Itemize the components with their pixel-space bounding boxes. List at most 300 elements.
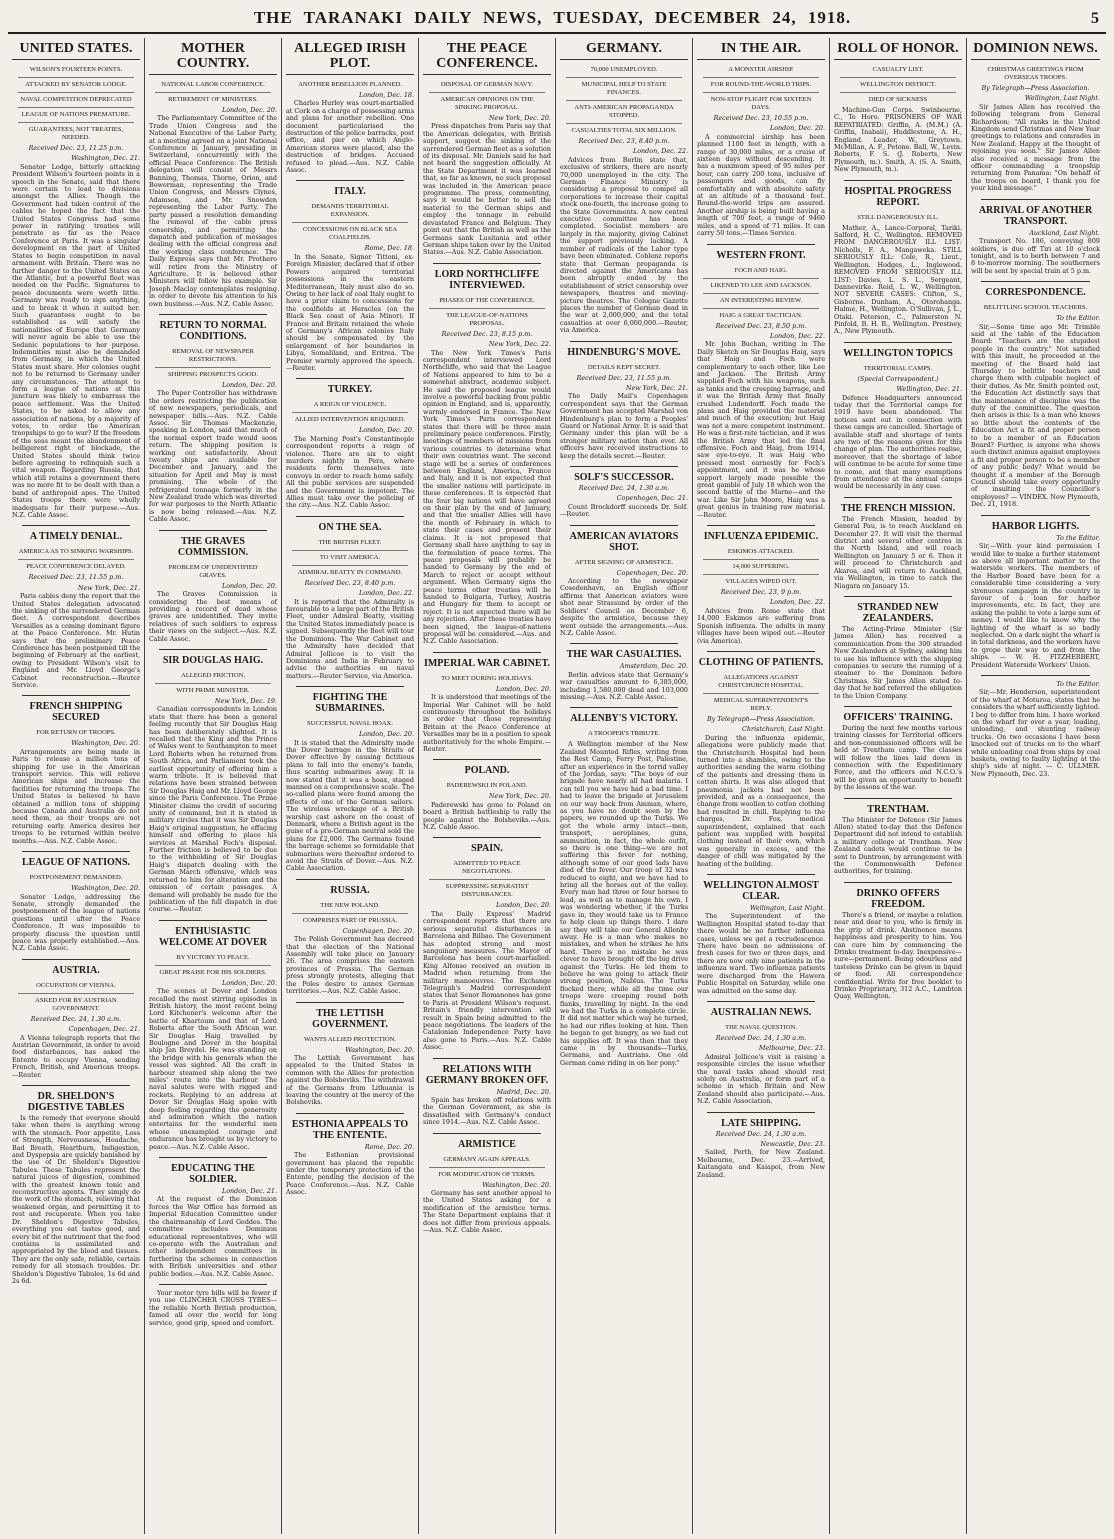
article bbox=[12, 1091, 140, 1285]
article-text: Arrangements are being made in Paris to release a million tons of shipping for use in the American transport service. This will relieve American ships and increase the facilities for returning the troops. The United States is believed to have obtained a million tons of shipping because Canada and Australia do not need them, as their troops are not returning early. America desires her troops to be returned within twelve months.—Aus. N.Z. Cable Assoc. bbox=[12, 747, 140, 845]
article-subheading: CHRISTMAS GREETINGS FROM OVERSEAS TROOPS. bbox=[987, 66, 1084, 81]
article-body bbox=[971, 324, 1100, 509]
article-text: During the next few months various training classes for Territorial officers and non-commissioned officers will be held at Trentham camp. The classes will follow the lines laid down in connection with the Expeditionary Force, and the officers and N.C.O.'s will be given an opportunity to benefit by the lessons of the war. bbox=[834, 723, 962, 792]
article bbox=[834, 602, 962, 700]
article-body bbox=[286, 740, 414, 873]
article-divider bbox=[844, 596, 952, 597]
article-subheading: LEAGUE OF NATIONS PREMATURE. bbox=[18, 107, 134, 119]
article-divider bbox=[159, 314, 267, 315]
article bbox=[286, 522, 414, 680]
article-headline: EDUCATING THE SOLDIER. bbox=[171, 1163, 255, 1186]
article-headline: ENTHUSIASTIC WELCOME AT DOVER bbox=[159, 925, 267, 948]
dateline: Washington, Dec. 20. bbox=[71, 884, 140, 893]
article-body bbox=[423, 694, 551, 753]
article-text: Berlin advices state that Germany's war casualties amount to 6,385,000, including 1,580,000 dead and 103,000 missing.—Aus. N.Z. Cable Assoc. bbox=[560, 670, 688, 701]
article-subheading: 70,000 UNEMPLOYED. bbox=[590, 66, 658, 73]
dateline: Madrid, Dec. 20. bbox=[496, 1087, 551, 1096]
article bbox=[286, 384, 414, 509]
article bbox=[971, 521, 1100, 669]
article-text: A Wellington member of the New Zealand Mounted Rifles, writing from the Rest Camp, Ferry Post, Palestine, after an experience in the torrid valley of the Jordan, says: "The boys of our brigade have nearly all had malaria. I can tell you we have had a bad time. I had to leave the brigade at Jerusalem on our way back from Amman, where, as you have no doubt seen by the papers, we rounded up the Turks. We got the whole army intact—men, transport, aeroplanes, guns, ammunition, in fact, the whole outfit, so there is one thing—we are not suffering this fever for nothing, although some of our good lads have died of the fever. Our troop of 32 was reduced to eight, and we have had to bring all the horses out of the valley. Every man had three or four horses to lead, as well as to manage his own. I was wondering whether, if the Turks gave in, they would take us to France to help clean up things there. I dare say they will take our General Allenby away. He is a man who makes no mistakes, and when he strikes he hits hard. There is no mistake he was clever to have brought off the big drive against the Turks. He led them to believe he was going to attack their strong position, Nablus. The Turks flocked there, while all the time our troops were creeping round both flanks, travelling by night. In the end we had the Turks in a complete circle. It did not matter which way he turned, he had our rifles looking at him. Then he began to get hungry, as we had cut his supplies off. It was then that they came in by thousands—Turks, Germans, and Austrians. One old German came riding in on her pony." bbox=[560, 740, 688, 1067]
article-subheading: FOCH AND HAIG. bbox=[734, 266, 788, 274]
article bbox=[697, 1007, 825, 1106]
article-body bbox=[149, 390, 277, 523]
article-subheading: CONCESSIONS ON BLACK SEA COALFIELDS. bbox=[292, 222, 408, 242]
dateline: London, Dec. 20. bbox=[495, 684, 551, 693]
article-subheading: REMOVAL OF NEWSPAPER RESTRICTIONS. bbox=[172, 347, 254, 363]
article bbox=[560, 472, 688, 519]
article-subheading: RETIREMENT OF MINISTERS. bbox=[155, 92, 271, 104]
article-headline: LEAGUE OF NATIONS. bbox=[21, 857, 131, 869]
article-headline: MOTHER COUNTRY. bbox=[149, 41, 277, 75]
article-text: Spain has broken off relations with the German Government, as she is dissatisfied with Germany's conduct since 1914.—Aus. N.Z. Cable Assoc. bbox=[423, 1096, 551, 1127]
article-body bbox=[697, 341, 825, 519]
dateline: Rome, Dec. 20. bbox=[364, 1142, 414, 1151]
article-subheading: SUPPRESSING SEPARATIST DISTURBANCES. bbox=[429, 879, 545, 899]
article-subheading: AMERICAN OPINIONS ON THE SINKING PROPOSAL. bbox=[429, 92, 545, 112]
dateline: To the Editor. bbox=[1056, 680, 1100, 688]
article bbox=[149, 1163, 277, 1278]
article-headline: ON THE SEA. bbox=[318, 521, 382, 533]
article-headline: WELLINGTON ALMOST CLEAR. bbox=[703, 880, 819, 903]
article-text: The Lettish Government has appealed to the United States in common with the Allies for protection against the Bolsheviks. The withdrawal of the Germans from Lithuania is leaving the country at the mercy of the Bolsheviks. bbox=[286, 1053, 414, 1107]
article-subheading: WANTS ALLIED PROTECTION. bbox=[303, 1035, 397, 1043]
article-headline: FIGHTING THE SUBMARINES. bbox=[312, 692, 388, 715]
article-body bbox=[971, 543, 1100, 669]
article-subheading: POSTPONEMENT DEMANDED. bbox=[29, 874, 123, 882]
article-body bbox=[834, 817, 962, 876]
article-headline: ROLL OF HONOR. bbox=[834, 41, 962, 60]
article-headline: OFFICERS' TRAINING. bbox=[843, 711, 953, 723]
article-headline: ITALY. bbox=[334, 186, 366, 198]
article bbox=[149, 41, 277, 308]
article-headline: UNITED STATES. bbox=[12, 41, 140, 60]
article bbox=[423, 1139, 551, 1235]
article-subheading: DEMANDS TERRITORIAL EXPANSION. bbox=[311, 203, 389, 219]
article-body bbox=[149, 115, 277, 308]
article-text: A commercial airship has been planned 1100 feet in length, with a range of 30,000 miles, or a cruise of sixteen days without descending. It has a maximum speed of 95 miles per hour, can carry 200 tons, inclusive of passengers and goods, can fly comfortably and with absolute safety at an altitude of a thousand feet. Round-the-world trips are assured. Another airship is being built having a length of 700 feet, a range of 9460 miles, and a speed of 71 miles. It can carry 50 tons.—Times Service. bbox=[697, 132, 825, 238]
article-body bbox=[12, 749, 140, 845]
article-divider bbox=[707, 1001, 815, 1002]
article bbox=[149, 1290, 277, 1327]
column bbox=[282, 38, 419, 1534]
article-headline: SPAIN. bbox=[471, 843, 503, 855]
article-text: The Morning Post's Constantinople correspondent reports a reign of violence. There are six to eight murders nightly in Pera, where residents form themselves into convoys in order to reach home safely. All the public services are suspended and the Government is impotent. The Allies must take over the policing of the city.—Aus. N.Z. Cable Assoc. bbox=[286, 434, 414, 510]
dateline: London, Dec. 20. bbox=[769, 124, 825, 133]
article-text: Your motor tyre bills will be fewer if you use CLINCHER CROSS TYRES—the reliable North British production, famed all over the world for long service, good grip, speed and comfort. bbox=[149, 1288, 277, 1327]
article-text: The scenes at Dover and London recalled the most stirring episodes in British history, the most recent being Lord Kitchener's welcome after the battle of Khartoum and that of Lord Roberts after the South African war. Sir Douglas Haig travelled by Boulogne and Dover in the hospital ship Jan Breydel. He was standing on the bridge with his generals when the vessel was sighted. All the craft in harbour steamed ship along the two miles' route into the harbour. The naval salutes were with rigged and rockets. Replying to an address at Dover Sir Douglas Haig spoke with deep feeling regarding the generosity and admiration which the nation entertains for the wonderful men whose unexampled courage and endurance has brought us by victory to peace.—Aus. N.Z. Cable Assoc. bbox=[149, 987, 277, 1151]
article-subheading: ATTACKED BY SENATOR LODGE. bbox=[18, 77, 134, 89]
dateline: Wellington, Last Night. bbox=[1024, 94, 1100, 103]
article-subheading: TO MEET DURING HOLIDAYS. bbox=[441, 674, 533, 682]
received-time: Received Dec. 23, 8.40 p.m. bbox=[304, 578, 396, 587]
article-text: Canadian correspondents in London state that there has been a general feeling recently that Sir Douglas Haig has been deliberately slighted. It is recalled that the King and the Prince of Wales went to Southampton to meet Lord Roberts when he returned from South Africa, and Parliament took the earliest opportunity of offering him a warm tribute. It is believed that relations have been strained between Sir Douglas Haig and Mr. Lloyd George since the Paris Conference. The Prime Minister claims the credit of securing unity of command, but it is stated in military circles that it was Sir Douglas Haig's original suggestion, he effacing himself and offering to place his services at Marshal Foch's disposal. Further friction is believed to be due to the withholding of Sir Douglas Haig's dispatch dealing with the German March offensive, which was returned to him for alteration and the omission of certain passages. A demand will probably be made for the publication of the full dispatch in due course.—Reuter. bbox=[149, 705, 277, 914]
received-time: Received Dec. 23, 10.55 p.m. bbox=[713, 114, 809, 122]
article bbox=[971, 205, 1100, 275]
article-subheading: HAIG A GREAT TACTICIAN. bbox=[703, 308, 819, 320]
article-divider bbox=[296, 1002, 404, 1003]
dateline: London, Dec. 22. bbox=[632, 147, 688, 156]
dateline: London, Dec. 20. bbox=[221, 978, 277, 987]
article-divider bbox=[296, 516, 404, 517]
article-divider bbox=[433, 759, 541, 760]
article-body bbox=[697, 1149, 825, 1179]
article-subheading: WILSON'S FOURTEEN POINTS. bbox=[29, 66, 123, 73]
article bbox=[12, 965, 140, 1079]
article bbox=[149, 320, 277, 524]
article-text: The Esthonian provisional government has placed the republic under the temporary protection of the Entente, pending the decision of the Peace Conference.—Aus. N.Z. Cable Assoc. bbox=[286, 1151, 414, 1197]
article bbox=[423, 1064, 551, 1127]
article-headline: INFLUENZA EPIDEMIC. bbox=[703, 531, 819, 543]
article-text: Sir,—Mr. Henderson, superintendent of the wharf at Moturoa, states that he considers the wharf sufficiently lighted. I beg to differ from him. I have worked on the wharf for over a year, loading, unloading, and shunting railway trucks. On two occasions I have been knocked out of trucks on to the wharf while unloading coal from ships by coal baskets, owing to faulty lighting at the ship's side at night. — C. ULLMER. New Plymouth, Dec. 23. bbox=[971, 688, 1100, 778]
article-subheading: ALLIED INTERVENTION REQUIRED. bbox=[292, 412, 408, 424]
article-headline: THE FRENCH MISSION. bbox=[840, 502, 956, 514]
article bbox=[697, 657, 825, 868]
article-body bbox=[560, 578, 688, 637]
article-text: The Daily Express' Madrid correspondent reports that there are serious separatist disturbances in Barcelona and Bilbao. The Government has adopted strong and most sanguinary measures. The Mayor of Barcelona has been court-martialled. King Alfonso received an ovation in Madrid when returning from the military manoeuvres. The Exchange Telegraph's Madrid correspondent states that Senor Romanones has gone to Paris at President Wilson's request. Britain's friendly intervention will result in Spain being admitted to the peace negotiations. The leaders of the Catalonian Independence Party have also gone to Paris.—Aus. N.Z. Cable Assoc. bbox=[423, 909, 551, 1052]
article-subheading: 14,000 SUFFERING. bbox=[703, 559, 819, 571]
article-body bbox=[834, 516, 962, 590]
article-subheading: THE LEAGUE-OF-NATIONS PROPOSAL. bbox=[429, 308, 545, 328]
received-time: Received Dec. 24, 1.30 a.m. bbox=[30, 1014, 122, 1023]
article bbox=[697, 1118, 825, 1179]
article bbox=[286, 41, 414, 174]
dateline: To the Editor. bbox=[1056, 314, 1100, 323]
article-subheading: NAVAL COMPETITION DEPRECATED bbox=[18, 92, 134, 104]
article-body bbox=[971, 689, 1100, 778]
article-body bbox=[286, 936, 414, 995]
article-divider bbox=[570, 525, 678, 526]
article-text: The Paper Controller has withdrawn the orders restricting the publication of new newspapers, periodicals, and newspaper bills.—Aus. N.Z. Cable Assoc. Sir Thomas Mackenzie, speaking in London, said that much of the normal export trade would soon return. The shipping position is working out satisfactorily. About twenty ships are available for December and January, and the situation for April and May is most promising. The whole of the refrigerated tonnage formerly in the New Zealand trade which was diverted for war purposes to the North Atlantic is now being released.—Aus. N.Z. Cable Assoc. bbox=[149, 389, 277, 524]
article-subheading: MEDICAL SUPERINTENDENT'S REPLY. bbox=[703, 693, 819, 713]
article bbox=[560, 347, 688, 460]
article-body bbox=[286, 1055, 414, 1107]
article-body bbox=[286, 1152, 414, 1196]
dateline: Washington, Dec. 20. bbox=[345, 1045, 414, 1054]
article-headline: STRANDED NEW ZEALANDERS. bbox=[857, 601, 939, 624]
article-subheading: ASKED FOR BY AUSTRIAN GOVERNMENT. bbox=[18, 993, 134, 1013]
article-subheading: FOR ROUND-THE-WORLD TRIPS. bbox=[703, 77, 819, 89]
article-body bbox=[423, 350, 551, 646]
article bbox=[834, 503, 962, 590]
article-divider bbox=[844, 798, 952, 799]
article-subheading: ADMITTED TO PEACE NEGOTIATIONS. bbox=[453, 860, 521, 876]
article-headline: SOLF'S SUCCESSOR. bbox=[574, 472, 674, 484]
article-subheading: ESKIMOS ATTACKED. bbox=[727, 548, 795, 556]
article-body bbox=[971, 104, 1100, 193]
received-time: Received Dec. 24, 1.30 a.m. bbox=[715, 1033, 807, 1042]
article-text: The Polish Government has decreed that the election of the National Assembly will take place on January 26. The area comprises the eastern provinces of Prussia. The German press strongly protests, alleging that the Poles desire to annex German territories.—Aus. N.Z. Cable Assoc. bbox=[286, 935, 414, 996]
article-subheading: SUCCESSFUL NAVAL HOAX. bbox=[307, 720, 393, 728]
dateline: Copenhagen, Dec. 21. bbox=[68, 1025, 140, 1034]
article-divider bbox=[159, 649, 267, 650]
article-subheading: CASUALTIES TOTAL SIX MILLION. bbox=[566, 123, 682, 135]
article bbox=[423, 658, 551, 754]
dateline: London, Dec. 22. bbox=[358, 589, 414, 598]
article-text: Press dispatches from Paris say that the American delegates, with British support, suggest the sinking of the surrendered German fleet as a solution of its disposal. Mr. Daniels said he had not heard the suggestion officially. At the State Department it was learned that, so far as known, no such proposal was included in the American peace programme. The press, commenting, says it would be better to sell the material to the German ships and employ the tonnage in rebuild devastated France and Belgium. They point out that the British as well as the Germans sank Lusitania and other German ships taken over by the United States.—Aus. N.Z. Cable Association. bbox=[423, 122, 551, 257]
article-body bbox=[149, 706, 277, 913]
article-text: Advices from Berlin state that, exclusive of strikers, there are nearly 70,000 unemployed in the city. The German Finance Ministry is considering a proposal to compel all corporations to increase their capital stock one-fourth, the increase going to the State Governments. A new central executive committee has been completed. Socialist members are largely in the majority, giving Cabinet the support previously lacking. A number of radicals of the Labor type have been eliminated. Coblenz reports state that German propaganda is directed against the Americans has been abruptly ended by the establishment of strict censorship over newspapers, theatres and moving-picture theatres. The Cologne Gazette places the number of German dead in the war at 2,000,000, and the total casualties at over 6,000,000.—Reuter, via America. bbox=[560, 155, 688, 335]
article-body bbox=[423, 911, 551, 1052]
dateline: New York, Dec. 21. bbox=[625, 383, 688, 392]
dateline: To the Editor. bbox=[1056, 533, 1100, 542]
article bbox=[697, 250, 825, 520]
article-headline: THE WAR CASUALTIES. bbox=[566, 649, 682, 661]
article-text: Sir,—With your kind permission I would like to make a further statement as above all important matter to the waterside workers. The members of the Harbor Board have been for a considerable time considering a very strenuous campaign in the country in favour of a loan for harbor improvements, etc. In fact, they are asking the public to vote a large sum of money. I would like to know why the lighting of the wharf is so badly neglected. On a dark night the wharf is in total darkness, and the workers have to grope their way to and from the ships. — W. H. FITZHERBERT, President Waterside Workers' Union. bbox=[971, 542, 1100, 669]
article-divider bbox=[570, 341, 678, 342]
article-headline: THE PEACE CONFERENCE. bbox=[423, 41, 551, 75]
article-subheading: BELITTLING SCHOOL TEACHERS. bbox=[983, 304, 1088, 312]
dateline: London, Dec. 20. bbox=[495, 901, 551, 910]
article-divider bbox=[433, 1058, 541, 1059]
article bbox=[560, 41, 688, 335]
dateline: Amsterdam, Dec. 20. bbox=[619, 662, 688, 671]
article-headline: DRINKO OFFERS FREEDOM. bbox=[856, 887, 940, 910]
column bbox=[145, 38, 282, 1534]
article-divider bbox=[433, 837, 541, 838]
article-body bbox=[560, 672, 688, 702]
article-subheading: VILLAGES WIPED OUT. bbox=[703, 574, 819, 586]
article-text: At the request of the Dominion forces the War Office has formed an Imperial Education Committee under the chairmanship of Lord Geddes. The committee includes Dominion educational representatives, who will co-operate with the Australian and other independent committees in furthering the schemes in connection with British universities and other public bodies.—Aus. N.Z. Cable Assoc. bbox=[149, 1195, 277, 1278]
column bbox=[830, 38, 967, 1534]
article bbox=[286, 885, 414, 996]
received-time: Received Dec. 23, 11.55 p.m. bbox=[576, 373, 672, 382]
article-text: Advices from Rome state that 14,000 Eskimos are suffering from Spanish influenza. The adults in many villages have been wiped out.—Reuter (via America). bbox=[697, 606, 825, 645]
article-text: Mr. John Buchan, writing in The Daily Sketch on Sir Douglas Haig, says that Haig and Foch were complementary to each other, like Lee and Jackson. The British Army supplied Foch with his weapons, such as tanks and the creeping barrage, and it was the British Army that finally crushed Ludendorff. Foch made the plans and Haig provided the material and much of the execution; but Haig was not a mere competent instrument. He was a first-rate tactician, and it was the British Army that led the final offensive. Foch and Haig, from 1914, saw eye-to-eye. It was Haig who pressed most earnestly for Foch's appointment, and it was he whose support largely made possible the great gamble of July 18 which won the second battle of the Marne—and the war. Like Sir John Moore, Haig was a great genius in training raw material.—Reuter. bbox=[697, 340, 825, 519]
dateline: New York, Dec. 20. bbox=[488, 114, 551, 122]
article-subheading: CASUALTY LIST. bbox=[872, 66, 924, 73]
article bbox=[697, 531, 825, 645]
article-body bbox=[423, 123, 551, 256]
article-text: Senator Lodge, addressing the Senate, strongly demanded the postponement of the league of nations questions until after the Peace Conference. It was impossible to properly discuss the question until peace was properly established.—Aus. N.Z. Cable Assoc. bbox=[12, 892, 140, 953]
dateline: London, Dec. 20. bbox=[221, 581, 277, 590]
article-subheading: STILL DANGEROUSLY ILL. bbox=[857, 213, 939, 221]
article-divider bbox=[22, 695, 130, 696]
article-subheading: WELLINGTON DISTRICT. bbox=[840, 77, 956, 89]
article-subheading: TERRITORIAL CAMPS. bbox=[863, 364, 933, 372]
article-subheading: SHIPPING PROSPECTS GOOD. bbox=[155, 367, 271, 379]
column bbox=[419, 38, 556, 1534]
article-body bbox=[834, 395, 962, 491]
page-number: 5 bbox=[1091, 10, 1100, 27]
article-body bbox=[12, 894, 140, 953]
article-divider bbox=[22, 525, 130, 526]
dateline: London, Dec. 20. bbox=[221, 106, 277, 114]
article-subheading: ANOTHER REBELLION PLANNED. bbox=[298, 81, 402, 88]
article-body bbox=[971, 238, 1100, 275]
article-divider bbox=[296, 378, 404, 379]
article bbox=[286, 1008, 414, 1107]
newspaper-title: THE TARANAKI DAILY NEWS, TUESDAY, DECEMBER 24, 1918. bbox=[253, 8, 852, 27]
article-subheading: THE NEW POLAND. bbox=[320, 901, 380, 909]
article-divider bbox=[433, 652, 541, 653]
article-headline: DOMINION NEWS. bbox=[971, 41, 1100, 60]
article-body bbox=[834, 725, 962, 792]
column bbox=[8, 38, 145, 1534]
article-body bbox=[12, 1035, 140, 1079]
article-subheading: PEACE CONFERENCE DELAYED. bbox=[18, 559, 134, 571]
article-divider bbox=[159, 530, 267, 531]
article-divider bbox=[296, 180, 404, 181]
article-subheading: AN INTERESTING REVIEW. bbox=[703, 293, 819, 305]
article-headline: TURKEY. bbox=[327, 384, 373, 396]
article-body bbox=[286, 599, 414, 680]
article-headline: CLOTHING OF PATIENTS. bbox=[698, 656, 824, 668]
article-subheading: NON-STOP FLIGHT FOR SIXTEEN DAYS. bbox=[703, 92, 819, 112]
article-divider bbox=[159, 1157, 267, 1158]
article-divider bbox=[981, 199, 1090, 200]
article-text: Machine-Gun Corps. Swinbourne, C., Te Horo. PRISONERS OF WAR REPATRIATED: Griffin, A. (M.M.) (A. Griffin, Inabaii), Huddlestone, A. H., England. Leader, W., Greytown. McMillan, A. F., Petone. Ball, W., Levin. Roberts, F. S. (J. Roberts, New Plymouth, m.). Smith, A. (S. A. Smith, New Plymouth, m.). bbox=[834, 106, 962, 174]
article bbox=[834, 348, 962, 491]
article-body bbox=[697, 608, 825, 645]
column bbox=[967, 38, 1104, 1534]
article bbox=[834, 41, 962, 174]
article-body bbox=[286, 254, 414, 373]
article-body bbox=[12, 1115, 140, 1285]
article-headline: AMERICAN AVIATORS SHOT. bbox=[569, 530, 679, 553]
article-divider bbox=[981, 675, 1090, 676]
received-time: Received Dec. 24, 1.30 a.m. bbox=[578, 484, 670, 493]
dateline: London, Dec. 20. bbox=[221, 380, 277, 389]
article-subheading: NATIONAL LABOR CONFERENCE. bbox=[161, 81, 265, 88]
article-text: Charles Hurley was court-martialled at Cork on a charge of possessing arms and plans for another rebellion. One document particularised the destruction of the police barracks, post office, and pier on which Anglo-American stores were placed, also the destruction of bridges. Accused refused to plead.—Aus. N.Z. Cable Assoc. bbox=[286, 99, 414, 175]
article bbox=[149, 536, 277, 643]
article-text: A Vienna telegraph reports that the Austrian Government, in order to avoid food disturbances, has asked the Entente to occupy Vienna, sending French, British, and American troops.—Reuter. bbox=[12, 1033, 140, 1079]
article-headline: IMPERIAL WAR CABINET. bbox=[423, 657, 551, 669]
article-headline: DR. SHELDON'S DIGESTIVE TABLES bbox=[27, 1091, 125, 1113]
article bbox=[697, 880, 825, 995]
article-subheading: DISPOSAL OF GERMAN NAVY. bbox=[440, 81, 534, 88]
article-body bbox=[149, 988, 277, 1151]
article-divider bbox=[707, 651, 815, 652]
article-headline: POLAND. bbox=[464, 765, 510, 777]
dateline: Washington, Dec. 20. bbox=[482, 1180, 551, 1189]
article-divider bbox=[570, 643, 678, 644]
article-text: It is reported that the Admiralty is favourable to a large part of the British Fleet, under Admiral Beatty, visiting the United States immediately peace is signed. Subsequently the fleet will tour the Dominions. The War Cabinet and the Admiralty have decided that Admiral Jellicoe is to visit the Dominions and India in February to advise the authorities on naval matters.—Reuter Service, via America. bbox=[286, 597, 414, 680]
article-text: The Parliamentary Committee of the Trade Union Congress and the National Executive of the Labor Party, at a meeting agreed on a joint National Conference in January, presiding in Switzerland, concurrently with the official Peace Conference. The British delegation will consist of Messrs Bunning, Thomas, Thorne, Orion, and Bowerman, representing the Trade Union Congress, and Messrs Clynes, Adamson, and Mr. Snowden representing the Labor Party. The party passed a resolution demanding the removal of the cable press censorship, and permitting the dispatch and publication of messages dealing with the official congress and the working class conference. The Daily Express says that Mr. Prothero will retire from the Ministry of Agriculture. It is believed other Ministers will follow his example. Sir Joseph Maclay contemplates resigning in order to devote his attention to his own business.—Aus. N.Z. Cable Assoc. bbox=[149, 114, 277, 308]
article bbox=[149, 655, 277, 914]
article-divider bbox=[707, 1112, 815, 1113]
dateline: London, Dec. 21. bbox=[221, 1187, 277, 1196]
received-time: Received Dec. 23, 11.25 p.m. bbox=[28, 144, 124, 152]
article bbox=[560, 531, 688, 638]
article-headline: ALLENBY'S VICTORY. bbox=[570, 713, 678, 725]
article-divider bbox=[296, 879, 404, 880]
received-time: Received Dec. 23, 8.15 p.m. bbox=[441, 329, 533, 338]
article-body bbox=[560, 157, 688, 335]
article-headline: IN THE AIR. bbox=[697, 41, 825, 60]
article-divider bbox=[981, 515, 1090, 516]
received-time: Received Dec. 23, 11.55 p.m. bbox=[28, 573, 124, 582]
article-text: It is stated that the Admiralty made the Dover barrage in the Straits of Dover effective by causing fictitious plans to fall into the enemy's hands, thus scaring submarines away. It is now stated that it was a hoax, staged manned on a comprehensive scale. The so-called plans were found among the effects of one of the German sailors. The wireless wreckage of a British warship cast ashore on the coast of Denmark, where a British agent in the guise of a pro-German neutral sold the plans for £2,000. The Germans found the barrage scheme so formidable that submarines were thereafter ordered to avoid the Straits of Dover.—Aus. N.Z. Cable Association. bbox=[286, 738, 414, 873]
article-divider bbox=[570, 707, 678, 708]
article-text: The French Mission, headed by General Pau, is to reach Auckland on December 27. It will visit the thermal district and several other centres in the North Island, and will reach Wellington on January 5 or 6. Then it will proceed to Christchurch and Akaroa, and will return to Auckland, via Wellington, in time to catch the Niagara on January 15. bbox=[834, 514, 962, 590]
article-text: According to the newspaper Cosedenhavn, an English officer affirms that American aviators were shot near Strassund by order of the Soldiers' Council on December 6, despite the armistice, because they went outside the arrangements.—Aus. N.Z. Cable Assoc. bbox=[560, 577, 688, 637]
article-body bbox=[697, 134, 825, 238]
article bbox=[834, 888, 962, 1001]
article bbox=[560, 713, 688, 1067]
article-subheading: A TROOPER'S TRIBUTE. bbox=[588, 730, 660, 738]
article-body bbox=[697, 913, 825, 994]
article bbox=[834, 712, 962, 792]
article bbox=[286, 692, 414, 873]
dateline: Washington, Dec. 20. bbox=[71, 739, 140, 748]
article-subheading: THE BRITISH FLEET. bbox=[318, 538, 382, 546]
article-subheading: LIKENED TO LEE AND JACKSON. bbox=[703, 278, 819, 290]
dateline: Auckland, Last Night. bbox=[1029, 228, 1100, 237]
received-time: Received Dec. 24, 1.30 a.m. bbox=[715, 1129, 807, 1138]
article-subheading: WITH PRIME MINISTER. bbox=[155, 683, 271, 695]
article-text: The Acting-Prime Minister (Sir James Allen) has received a communication from the 300 stranded New Zealanders at Sydney, asking him to use his influence with the shipping companies to secure the running of a steamer to the Dominion before Christmas. Sir James Allen stated to-day that he had referred the obligation to the Union Company. bbox=[834, 624, 962, 700]
article-headline: CORRESPONDENCE. bbox=[985, 287, 1086, 299]
article-text: Count Brockdorff succeeds Dr. Solf.—Reuter. bbox=[560, 502, 688, 519]
article-divider bbox=[844, 882, 952, 883]
dateline: Rome, Dec. 18. bbox=[364, 244, 414, 253]
article-headline: ARRIVAL OF ANOTHER TRANSPORT. bbox=[978, 204, 1093, 227]
dateline: Christchurch, Last Night. bbox=[742, 725, 825, 734]
article-headline: WESTERN FRONT. bbox=[716, 249, 806, 261]
article-subheading: FOR RETURN OF TROOPS. bbox=[36, 729, 116, 737]
article-divider bbox=[844, 497, 952, 498]
dateline: Copenhagen, Dec. 21. bbox=[616, 494, 688, 503]
article-body bbox=[423, 1190, 551, 1234]
article-headline: AUSTRALIAN NEWS. bbox=[710, 1006, 812, 1018]
article-headline: HOSPITAL PROGRESS REPORT. bbox=[844, 185, 952, 208]
article-body bbox=[149, 1290, 277, 1327]
dateline: London, Dec. 20. bbox=[358, 730, 414, 739]
article-body bbox=[834, 912, 962, 1001]
article bbox=[12, 531, 140, 689]
article bbox=[834, 804, 962, 876]
received-time: By Telegraph—Press Association. bbox=[981, 84, 1090, 92]
article bbox=[286, 186, 414, 372]
article bbox=[12, 701, 140, 845]
article-headline: AUSTRIA. bbox=[52, 964, 100, 976]
article-text: Sailed, Perth, for New Zealand. Melbourne, Dec. 23.—Arrived, Kaitangata and Kaiapoi, from New Zealand. bbox=[697, 1148, 825, 1179]
article-text: Germany has sent another appeal to the United States asking for a modification of the armistice terms. The State Department explains that it does not differ from previous appeals.—Aus. N.Z. Cable Assoc. bbox=[423, 1189, 551, 1235]
dateline: London, Dec. 18. bbox=[358, 91, 414, 99]
article-subheading: FOR MODIFICATION OF TERMS. bbox=[429, 1167, 545, 1179]
article-headline: ALLEGED IRISH PLOT. bbox=[286, 41, 414, 75]
article-body bbox=[834, 107, 962, 174]
article-divider bbox=[844, 706, 952, 707]
article-headline: LATE SHIPPING. bbox=[721, 1117, 801, 1129]
article-headline: FRENCH SHIPPING SECURED bbox=[29, 701, 123, 724]
article-subheading: GREAT PRAISE FOR HIS SOLDIERS. bbox=[155, 965, 271, 977]
article-subheading: OCCUPATION OF VIENNA. bbox=[36, 981, 116, 989]
article-text: During the influenza epidemic, allegations were publicly made that the Christchurch Hospital had been turned into a shambles, owing to the authorities sending the warm clothing of the patients and dressing them in cotton shirts. It was also alleged that pneumonia jackets had not been provided, and as a consequence, the change from woollen to cotton clothing had resulted in chill. Replying to the charges, Dr. Fox, medical superintendent, explained that each patient was supplied with hospital clothing instead of their own, which was generally in excess, and the danger of chill was mitigated by the heating of the building. bbox=[697, 733, 825, 868]
article-body bbox=[560, 504, 688, 519]
article-text: Sir James Allen has received the following telegram from General Richardson: "All ranks in the United Kingdom send Christmas and New Year greetings to relations and comrades in New Zealand. Happy at the thought of rejoining you soon." Sir James Allen also received a message from the officer commanding a troopship returning from Panama: "On behalf of the troops on board, I thank you for your kind message." bbox=[971, 102, 1100, 193]
article-divider bbox=[22, 1085, 130, 1086]
article bbox=[149, 926, 277, 1151]
article-body bbox=[697, 735, 825, 868]
article-headline: WELLINGTON TOPICS bbox=[843, 347, 953, 359]
dateline: Newcastle, Dec. 23. bbox=[760, 1139, 825, 1148]
article-body bbox=[560, 393, 688, 460]
article bbox=[423, 843, 551, 1051]
article-text: It is understood that meetings of the Imperial War Cabinet will be held continuously throughout the holidays in order that those representing Britain at the Peace Conference at Versailles may be in a position to speak authoritatively for the whole Empire.—Reuter. bbox=[423, 693, 551, 754]
received-time: Received Dec. 23, 9 p.m. bbox=[720, 588, 802, 597]
article-text: The Daily Mail's Copenhagen correspondent says that the German Government has accepted Marshal von Hindenburg's plan to form a Peoples' Guard or National Army. It is said that Germany under this plan will be a stronger military nation than ever. All officers have received instructions to keep the details secret.—Reuter. bbox=[560, 392, 688, 460]
article bbox=[423, 41, 551, 257]
article-subheading: DIED OF SICKNESS bbox=[840, 92, 956, 104]
dateline: Washington, Dec. 21. bbox=[71, 154, 140, 163]
article-subheading: ANTI-AMERICAN PROPAGANDA STOPPED. bbox=[566, 100, 682, 120]
dateline: Copenhagen, Dec. 20. bbox=[342, 926, 414, 935]
article-subheading: ALLEGED FRICTION. bbox=[180, 671, 246, 679]
dateline: Copenhagen, Dec. 20. bbox=[616, 568, 688, 577]
article-body bbox=[286, 436, 414, 510]
